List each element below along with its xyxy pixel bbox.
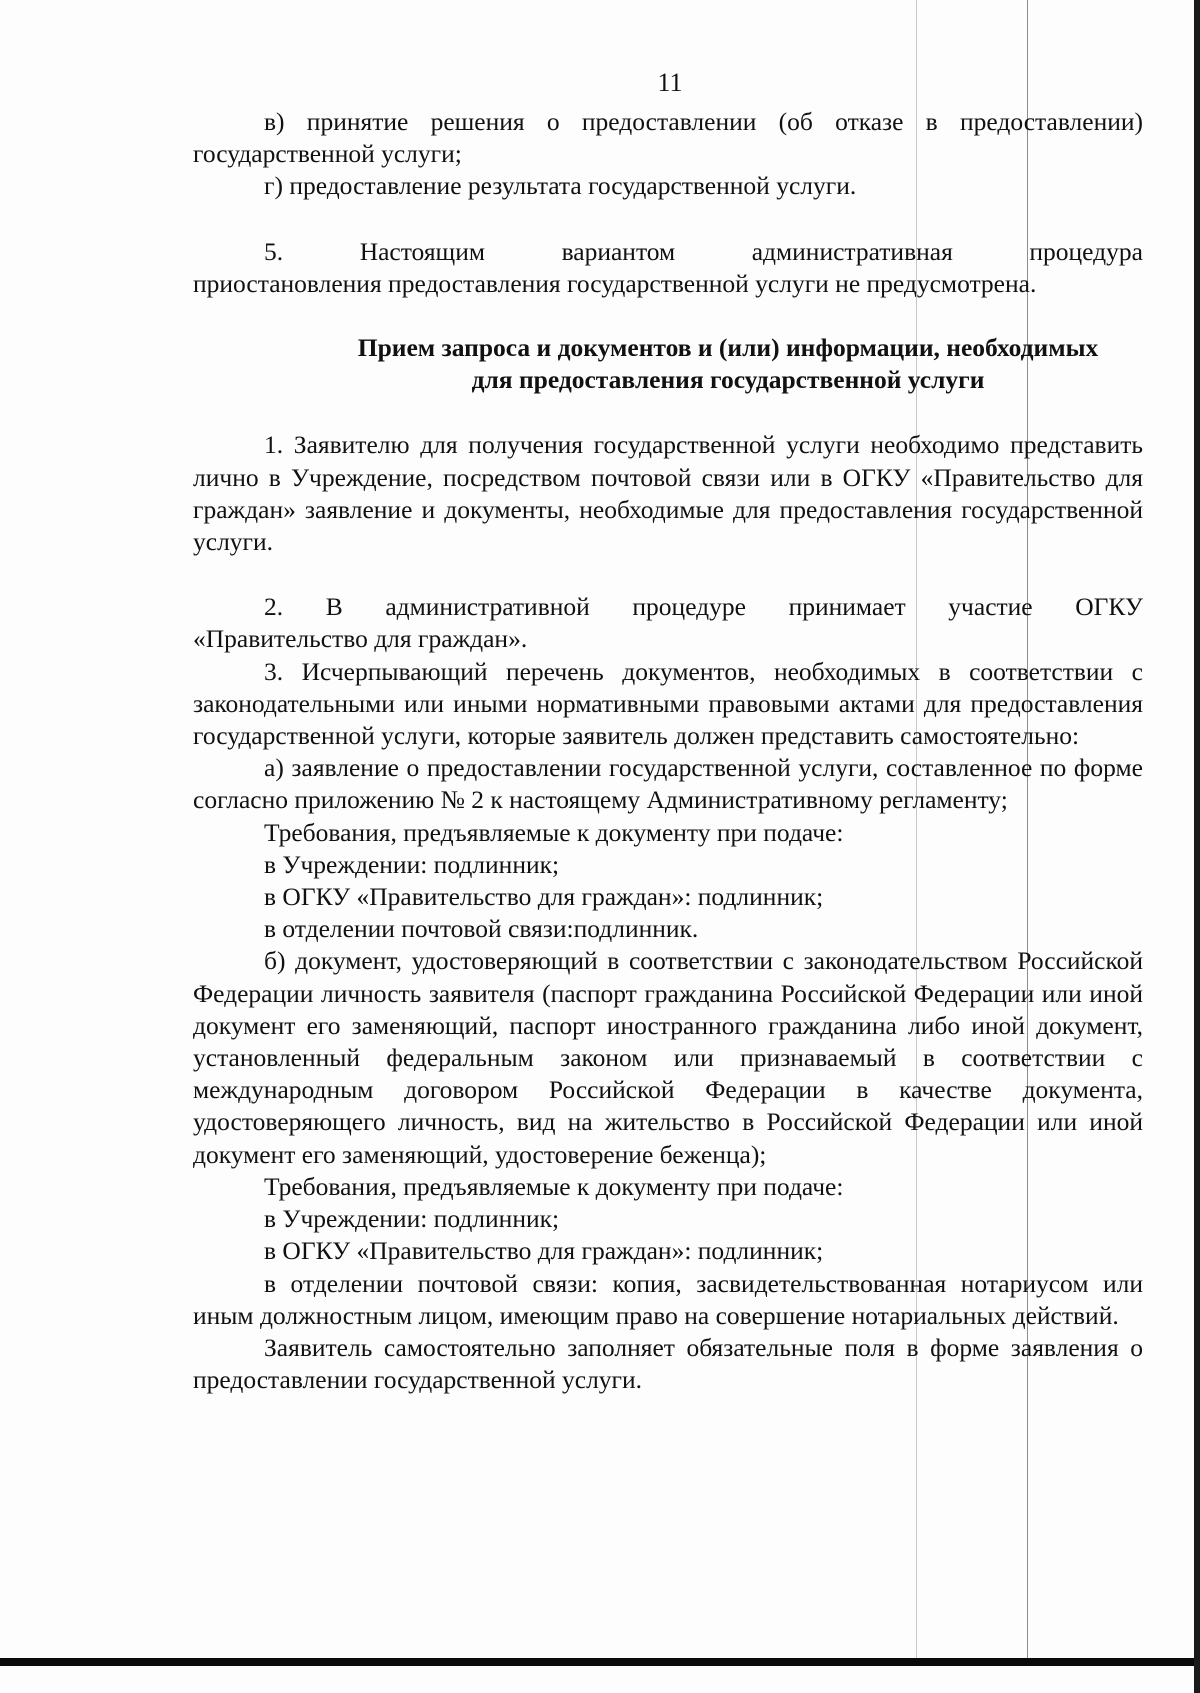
word: принимает: [788, 592, 906, 622]
word: процедура: [1029, 236, 1143, 266]
word: административной: [385, 592, 590, 622]
paragraph-5: [193, 236, 1143, 300]
paragraph: а) заявление о предоставлении государственной услуги, составленное по форме согласно приложению № 2 к настоящему Административному регламенту;: [193, 753, 1143, 815]
word: Настоящим: [359, 236, 485, 266]
spread-line: [193, 591, 1143, 623]
paragraph-continuation: приостановления предоставления государственной услуги не предусмотрена.: [193, 268, 1037, 298]
heading-line: Прием запроса и документов и (или) информации, необходимых: [357, 333, 1099, 363]
paragraph: в Учреждении: подлинник;: [264, 849, 560, 879]
word: 5.: [264, 236, 284, 266]
paragraph: в Учреждении: подлинник;: [264, 1204, 560, 1234]
paragraph: 3. Исчерпывающий перечень документов, необходимых в соответствии с законодательными или иными нормативными правовыми актами для предоставления государственной услуги, которые заявитель должен представить самостоятельно:: [193, 656, 1143, 751]
word: процедуре: [632, 592, 746, 622]
paragraph: в отделении почтовой связи:подлинник.: [264, 914, 699, 944]
paragraph: Требования, предъявляемые к документу при подаче:: [264, 817, 844, 847]
paragraph: Требования, предъявляемые к документу при подаче:: [264, 1171, 844, 1201]
word: участие: [948, 592, 1033, 622]
paragraph: в ОГКУ «Правительство для граждан»: подлинник;: [264, 882, 824, 912]
paragraph-2: [193, 591, 1143, 655]
spread-line: [193, 236, 1143, 268]
word: вариантом: [561, 236, 676, 266]
page-number: 11: [657, 68, 683, 97]
scan-border-right: [1194, 0, 1200, 1693]
paragraph: Заявитель самостоятельно заполняет обязательные поля в форме заявления о предоставлении государственной услуги.: [193, 1332, 1143, 1395]
section-heading: [193, 332, 1143, 396]
paragraph: б) документ, удостоверяющий в соответствии с законодательством Российской Федерации личность заявителя (паспорт гражданина Российской Федерации или иной документ его заменяющий, паспорт иностранного гражданина либо иной документ, установленный федеральным законом или признаваемый в соответствии с международным договором Российской Федерации в качестве документа, удостоверяющего личность, вид на жительство в Российской Федерации или иной документ его заменяющий, удостоверение беженца);: [193, 946, 1143, 1169]
heading-line: для предоставления государственной услуги: [471, 365, 985, 395]
scan-border-bottom: [0, 1658, 1200, 1666]
word: В: [325, 592, 343, 622]
word: административная: [751, 236, 953, 266]
paragraph: в отделении почтовой связи: копия, засвидетельствованная нотариусом или иным должностным лицом, имеющим право на совершение нотариальных действий.: [193, 1268, 1143, 1330]
paragraph: в) принятие решения о предоставлении (об отказе в предоставлении) государственной услуги;: [193, 107, 1143, 169]
paragraph: 1. Заявителю для получения государственной услуги необходимо представить лично в Учреждение, посредством почтовой связи или в ОГКУ «Правительство для граждан» заявление и документы, необходимые для предоставления государственной услуги.: [193, 430, 1143, 557]
word: ОГКУ: [1075, 592, 1143, 622]
paragraph: г) предоставление результата государственной услуги.: [264, 171, 857, 201]
paragraph: в ОГКУ «Правительство для граждан»: подлинник;: [264, 1236, 824, 1266]
word: 2.: [264, 592, 284, 622]
document-body: [193, 106, 1143, 1396]
paragraph-continuation: «Правительство для граждан».: [193, 624, 528, 654]
